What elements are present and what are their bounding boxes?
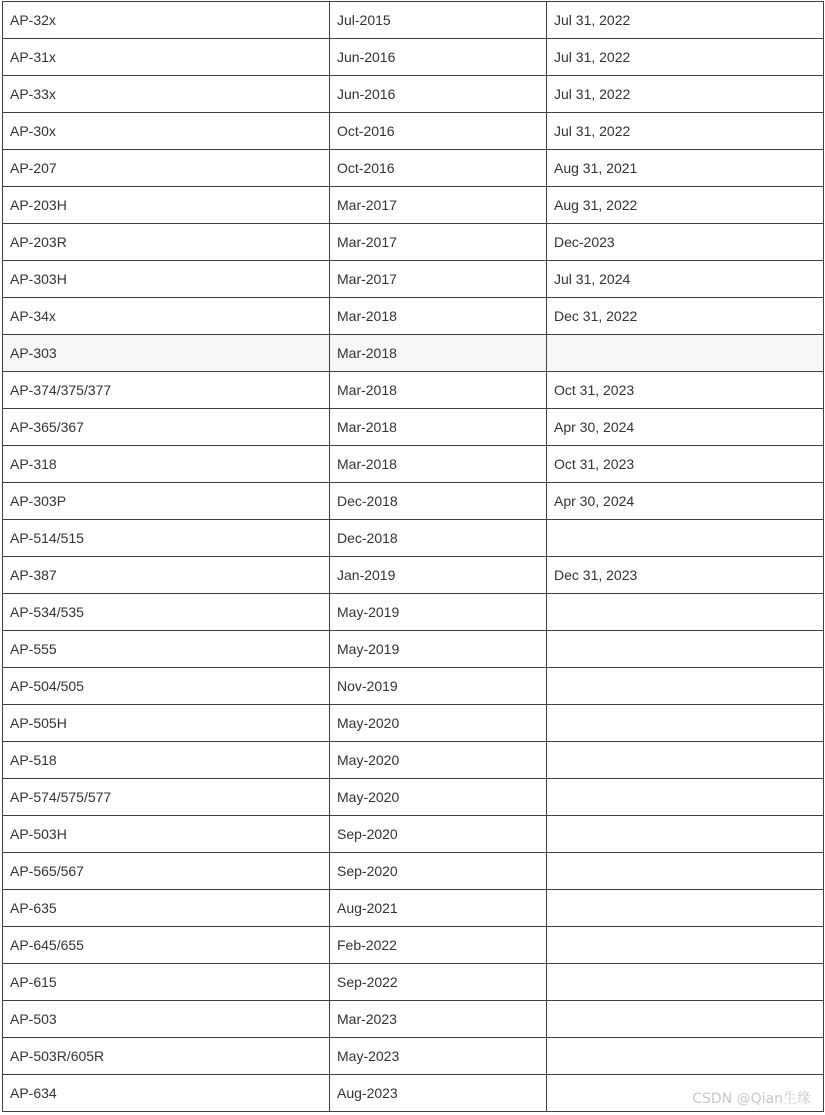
release-date-cell: Oct-2016 (330, 150, 547, 187)
release-date-cell: Mar-2023 (330, 1001, 547, 1038)
release-date-cell: Sep-2022 (330, 964, 547, 1001)
table-row (3, 964, 824, 1001)
model-cell: AP-34x (3, 298, 330, 335)
release-date-cell: Nov-2019 (330, 668, 547, 705)
model-cell: AP-615 (3, 964, 330, 1001)
table-row (3, 298, 824, 335)
end-date-cell: Apr 30, 2024 (547, 483, 824, 520)
release-date-cell: Mar-2017 (330, 224, 547, 261)
table-row (3, 631, 824, 668)
model-cell: AP-318 (3, 446, 330, 483)
model-cell: AP-518 (3, 742, 330, 779)
end-date-cell (547, 779, 824, 816)
table-row (3, 1001, 824, 1038)
release-date-cell: Mar-2018 (330, 335, 547, 372)
end-date-cell: Oct 31, 2023 (547, 446, 824, 483)
release-date-cell: Feb-2022 (330, 927, 547, 964)
csdn-watermark: CSDN @Qian生缘 (692, 1091, 811, 1107)
model-cell: AP-203R (3, 224, 330, 261)
model-cell: AP-574/575/577 (3, 779, 330, 816)
model-cell: AP-503 (3, 1001, 330, 1038)
table-row (3, 224, 824, 261)
model-cell: AP-303H (3, 261, 330, 298)
end-date-cell: Dec-2023 (547, 224, 824, 261)
table-row (3, 779, 824, 816)
table-row (3, 557, 824, 594)
model-cell: AP-503R/605R (3, 1038, 330, 1075)
model-cell: AP-31x (3, 39, 330, 76)
model-cell: AP-504/505 (3, 668, 330, 705)
model-cell: AP-32x (3, 2, 330, 39)
end-date-cell: Jul 31, 2022 (547, 2, 824, 39)
end-date-cell (547, 335, 824, 372)
table-body (3, 2, 824, 1112)
release-date-cell: Aug-2023 (330, 1075, 547, 1112)
release-date-cell: Jul-2015 (330, 2, 547, 39)
table-row (3, 742, 824, 779)
table-row (3, 76, 824, 113)
end-date-cell (547, 668, 824, 705)
model-cell: AP-207 (3, 150, 330, 187)
table-row (3, 446, 824, 483)
release-date-cell: Mar-2018 (330, 298, 547, 335)
table-row (3, 890, 824, 927)
table-row (3, 335, 824, 372)
end-date-cell: Dec 31, 2023 (547, 557, 824, 594)
end-date-cell: Dec 31, 2022 (547, 298, 824, 335)
end-date-cell (547, 631, 824, 668)
table-row (3, 816, 824, 853)
ap-lifecycle-table (2, 1, 824, 1112)
release-date-cell: Jun-2016 (330, 76, 547, 113)
model-cell: AP-303P (3, 483, 330, 520)
release-date-cell: Sep-2020 (330, 853, 547, 890)
end-date-cell (547, 705, 824, 742)
release-date-cell: Jun-2016 (330, 39, 547, 76)
end-date-cell: Jul 31, 2024 (547, 261, 824, 298)
end-date-cell (547, 594, 824, 631)
end-date-cell: Jul 31, 2022 (547, 39, 824, 76)
model-cell: AP-33x (3, 76, 330, 113)
table-row (3, 372, 824, 409)
end-date-cell: Apr 30, 2024 (547, 409, 824, 446)
release-date-cell: Jan-2019 (330, 557, 547, 594)
end-date-cell: Jul 31, 2022 (547, 113, 824, 150)
table-row (3, 261, 824, 298)
model-cell: AP-374/375/377 (3, 372, 330, 409)
model-cell: AP-514/515 (3, 520, 330, 557)
model-cell: AP-30x (3, 113, 330, 150)
model-cell: AP-203H (3, 187, 330, 224)
release-date-cell: May-2019 (330, 594, 547, 631)
model-cell: AP-365/367 (3, 409, 330, 446)
model-cell: AP-303 (3, 335, 330, 372)
model-cell: AP-635 (3, 890, 330, 927)
release-date-cell: May-2019 (330, 631, 547, 668)
release-date-cell: Mar-2018 (330, 446, 547, 483)
release-date-cell: Dec-2018 (330, 483, 547, 520)
release-date-cell: Dec-2018 (330, 520, 547, 557)
release-date-cell: May-2020 (330, 705, 547, 742)
end-date-cell (547, 927, 824, 964)
release-date-cell: May-2020 (330, 779, 547, 816)
end-date-cell: Jul 31, 2022 (547, 76, 824, 113)
release-date-cell: Mar-2018 (330, 372, 547, 409)
table-row (3, 113, 824, 150)
table-row (3, 483, 824, 520)
release-date-cell: Mar-2017 (330, 187, 547, 224)
table-row (3, 705, 824, 742)
table-row (3, 927, 824, 964)
table-row (3, 39, 824, 76)
end-date-cell (547, 816, 824, 853)
release-date-cell: May-2020 (330, 742, 547, 779)
table-row (3, 2, 824, 39)
end-date-cell: Oct 31, 2023 (547, 372, 824, 409)
end-date-cell (547, 1038, 824, 1075)
end-date-cell (547, 1001, 824, 1038)
end-date-cell (547, 964, 824, 1001)
model-cell: AP-505H (3, 705, 330, 742)
release-date-cell: Aug-2021 (330, 890, 547, 927)
table-row (3, 520, 824, 557)
table-row (3, 594, 824, 631)
release-date-cell: Oct-2016 (330, 113, 547, 150)
model-cell: AP-503H (3, 816, 330, 853)
release-date-cell: May-2023 (330, 1038, 547, 1075)
end-date-cell: Aug 31, 2022 (547, 187, 824, 224)
table-row (3, 187, 824, 224)
table-row (3, 409, 824, 446)
end-date-cell (547, 853, 824, 890)
table-row (3, 668, 824, 705)
table-row (3, 1038, 824, 1075)
model-cell: AP-634 (3, 1075, 330, 1112)
end-date-cell: Aug 31, 2021 (547, 150, 824, 187)
model-cell: AP-645/655 (3, 927, 330, 964)
end-date-cell (547, 520, 824, 557)
end-date-cell (547, 742, 824, 779)
table-row (3, 853, 824, 890)
release-date-cell: Sep-2020 (330, 816, 547, 853)
model-cell: AP-565/567 (3, 853, 330, 890)
model-cell: AP-555 (3, 631, 330, 668)
model-cell: AP-534/535 (3, 594, 330, 631)
table-row (3, 150, 824, 187)
release-date-cell: Mar-2017 (330, 261, 547, 298)
release-date-cell: Mar-2018 (330, 409, 547, 446)
end-date-cell (547, 890, 824, 927)
model-cell: AP-387 (3, 557, 330, 594)
